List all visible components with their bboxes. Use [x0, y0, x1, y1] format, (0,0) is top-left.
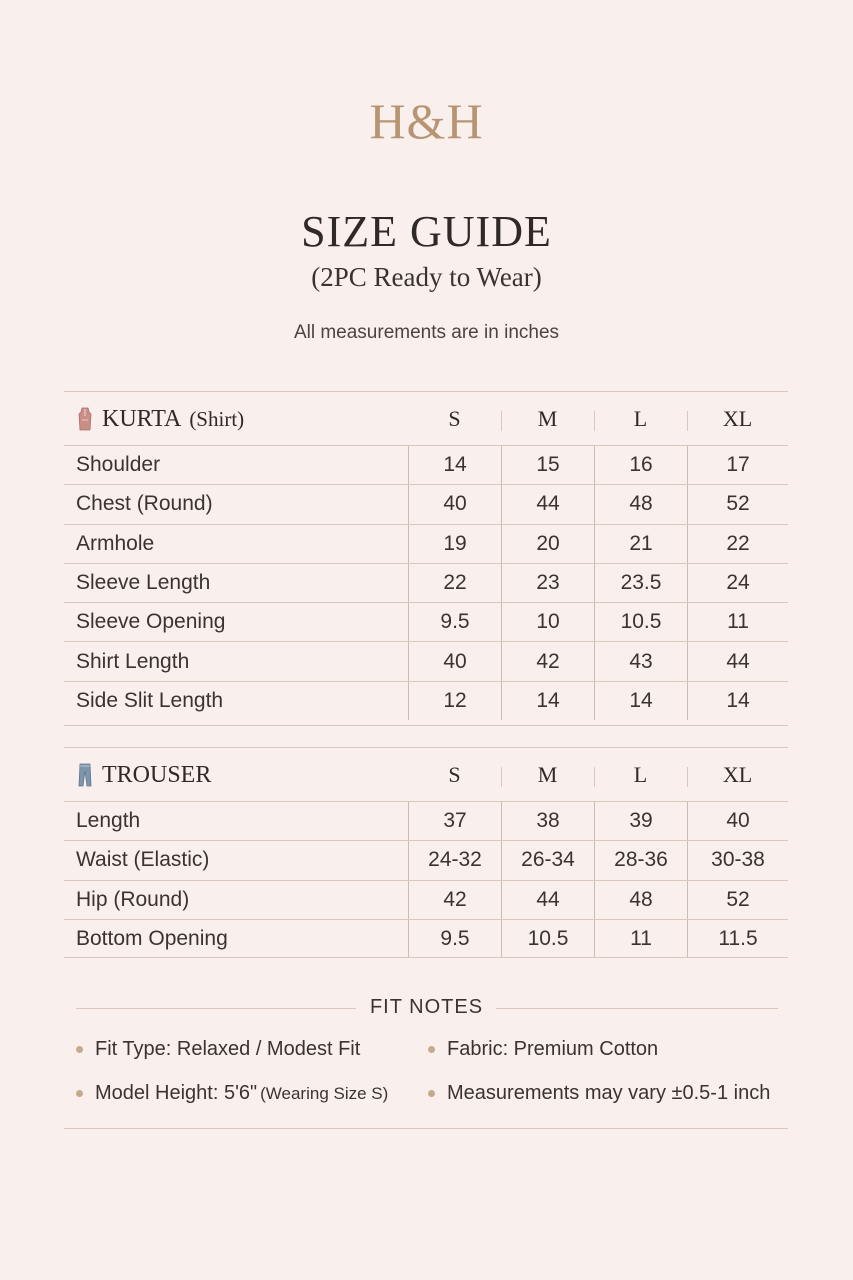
table-cell: 11 [594, 920, 687, 958]
table-cell: 22 [687, 525, 788, 563]
bullet-dot [428, 1046, 435, 1053]
table-cell: 48 [594, 881, 687, 919]
table-cell: 9.5 [408, 920, 501, 958]
table-cell: 30-38 [687, 841, 788, 879]
divider [64, 957, 788, 958]
table-cell: 44 [501, 485, 594, 523]
table-cell: 15 [501, 446, 594, 484]
row-label: Bottom Opening [76, 927, 228, 951]
fit-type-text: Fit Type: Relaxed / Modest Fit [95, 1038, 361, 1060]
table-cell: 11.5 [687, 920, 788, 958]
table-cell: 14 [594, 682, 687, 720]
table-cell: 20 [501, 525, 594, 563]
table-cell: 24 [687, 564, 788, 602]
table-cell: 40 [408, 642, 501, 680]
table-cell: 37 [408, 802, 501, 840]
bullet-dot [76, 1046, 83, 1053]
row-label: Length [76, 809, 141, 833]
table-cell: 10.5 [594, 603, 687, 641]
kurta-title-suffix: (Shirt) [189, 406, 245, 431]
table-cell: 40 [408, 485, 501, 523]
fabric-text: Fabric: Premium Cotton [447, 1038, 659, 1060]
kurta-icon [76, 406, 94, 432]
fit-note-variance [428, 1082, 770, 1105]
table-cell: 14 [501, 682, 594, 720]
row-label: Waist (Elastic) [76, 848, 210, 872]
brand-logo: H&H [369, 93, 484, 149]
table-cell: 23.5 [594, 564, 687, 602]
row-label: Side Slit Length [76, 688, 224, 712]
fit-notes-line-right [496, 1008, 778, 1009]
trouser-title [76, 749, 211, 801]
divider [64, 747, 788, 748]
bullet-dot [76, 1090, 83, 1097]
row-label: Shirt Length [76, 649, 190, 673]
table-cell: 21 [594, 525, 687, 563]
fit-note-model-height [76, 1082, 388, 1105]
row-label: Chest (Round) [76, 492, 213, 516]
table-row [64, 880, 788, 919]
table-cell: 9.5 [408, 603, 501, 641]
divider [64, 725, 788, 726]
table-cell: 22 [408, 564, 501, 602]
table-cell: 38 [501, 802, 594, 840]
table-cell: 42 [408, 881, 501, 919]
trouser-title-text: TROUSER [102, 761, 212, 788]
table-cell: 28-36 [594, 841, 687, 879]
table-cell: 40 [687, 802, 788, 840]
page-subtitle: (2PC Ready to Wear) [311, 262, 542, 292]
table-cell: 26-34 [501, 841, 594, 879]
table-cell: 14 [408, 446, 501, 484]
trouser-icon [76, 762, 94, 788]
table-cell: 24-32 [408, 841, 501, 879]
table-cell: 42 [501, 642, 594, 680]
table-cell: 14 [687, 682, 788, 720]
trouser-table [64, 749, 788, 958]
bullet-dot [428, 1090, 435, 1097]
kurta-size-s: S [448, 406, 461, 431]
table-cell: 44 [501, 881, 594, 919]
kurta-size-xl: XL [722, 406, 753, 431]
fit-note-fit-type [76, 1038, 360, 1061]
trouser-size-s: S [448, 762, 461, 787]
trouser-size-m: M [537, 762, 558, 787]
units-note: All measurements are in inches [293, 322, 560, 343]
fit-note-fabric [428, 1038, 658, 1061]
kurta-table [64, 393, 788, 720]
table-row [64, 801, 788, 840]
table-cell: 10.5 [501, 920, 594, 958]
table-row [64, 602, 788, 641]
row-label: Sleeve Opening [76, 610, 226, 634]
kurta-title-text: KURTA [102, 405, 182, 432]
table-cell: 23 [501, 564, 594, 602]
row-label: Sleeve Length [76, 571, 211, 595]
table-row [64, 445, 788, 484]
kurta-title [76, 393, 244, 445]
trouser-size-l: L [633, 762, 648, 787]
kurta-size-m: M [537, 406, 558, 431]
table-row [64, 641, 788, 680]
table-cell: 11 [687, 603, 788, 641]
row-label: Shoulder [76, 453, 161, 477]
page-title: SIZE GUIDE [301, 207, 552, 256]
model-size-text: (Wearing Size S) [260, 1083, 389, 1103]
kurta-size-l: L [633, 406, 648, 431]
divider [64, 391, 788, 392]
table-cell: 52 [687, 485, 788, 523]
table-row [64, 563, 788, 602]
row-label: Armhole [76, 531, 155, 555]
table-cell: 12 [408, 682, 501, 720]
trouser-size-xl: XL [722, 762, 753, 787]
divider [64, 1128, 788, 1129]
table-row [64, 524, 788, 563]
table-cell: 52 [687, 881, 788, 919]
table-row [64, 840, 788, 879]
table-cell: 44 [687, 642, 788, 680]
table-cell: 43 [594, 642, 687, 680]
table-cell: 19 [408, 525, 501, 563]
table-cell: 48 [594, 485, 687, 523]
table-cell: 10 [501, 603, 594, 641]
table-cell: 16 [594, 446, 687, 484]
table-row [64, 919, 788, 958]
variance-text: Measurements may vary ±0.5-1 inch [447, 1082, 771, 1104]
table-cell: 39 [594, 802, 687, 840]
kurta-header-row [64, 393, 788, 445]
table-row [64, 681, 788, 720]
row-label: Hip (Round) [76, 887, 190, 911]
table-row [64, 484, 788, 523]
table-cell: 17 [687, 446, 788, 484]
model-height-text: Model Height: 5'6" [95, 1082, 258, 1104]
fit-notes-title: FIT NOTES [369, 996, 484, 1018]
trouser-header-row [64, 749, 788, 801]
